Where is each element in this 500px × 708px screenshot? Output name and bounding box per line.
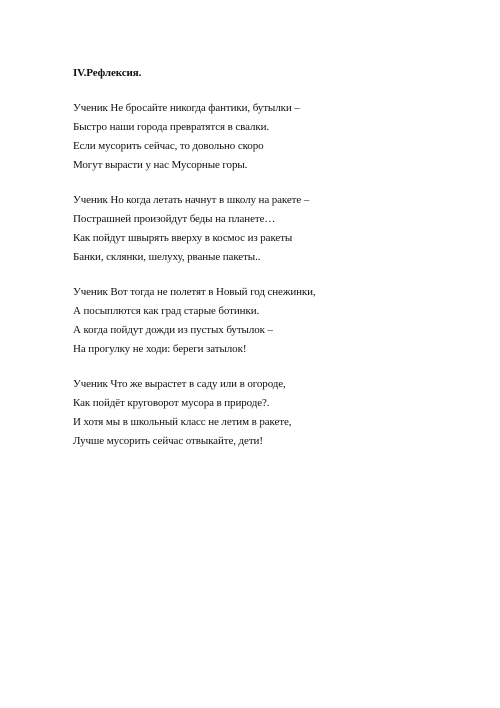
section-heading: IV.Рефлексия. — [73, 67, 142, 79]
poem-line: А когда пойдут дожди из пустых бутылок – — [73, 324, 273, 336]
poem-line: Быстро наши города превратятся в свалки. — [73, 121, 270, 133]
poem-stanza-2 — [73, 191, 453, 267]
poem-line: Ученик Вот тогда не полетят в Новый год снежинки, — [73, 286, 316, 298]
poem-stanza-4 — [73, 375, 453, 451]
document-content — [73, 64, 453, 467]
poem-line: Ученик Что же вырастет в саду или в огороде, — [73, 378, 286, 390]
poem-line: Могут вырасти у нас Мусорные горы. — [73, 159, 248, 171]
poem-stanza-1 — [73, 99, 453, 175]
poem-line: И хотя мы в школьный класс не летим в ракете, — [73, 416, 292, 428]
poem-line: Ученик Не бросайте никогда фантики, бутылки – — [73, 102, 300, 114]
poem-line: Лучше мусорить сейчас отвыкайте, дети! — [73, 435, 263, 447]
poem-stanza-3 — [73, 283, 453, 359]
poem-line: Как пойдёт круговорот мусора в природе?. — [73, 397, 270, 409]
poem-line: Пострашней произойдут беды на планете… — [73, 213, 276, 225]
poem-line: Ученик Но когда летать начнут в школу на ракете – — [73, 194, 310, 206]
poem-line: На прогулку не ходи: береги затылок! — [73, 343, 247, 355]
poem-line: Как пойдут швырять вверху в космос из ракеты — [73, 232, 293, 244]
poem-line: Если мусорить сейчас, то довольно скоро — [73, 140, 264, 152]
poem-line: Банки, склянки, шелуху, рваные пакеты.. — [73, 251, 261, 263]
poem-line: А посыплются как град старые ботинки. — [73, 305, 260, 317]
